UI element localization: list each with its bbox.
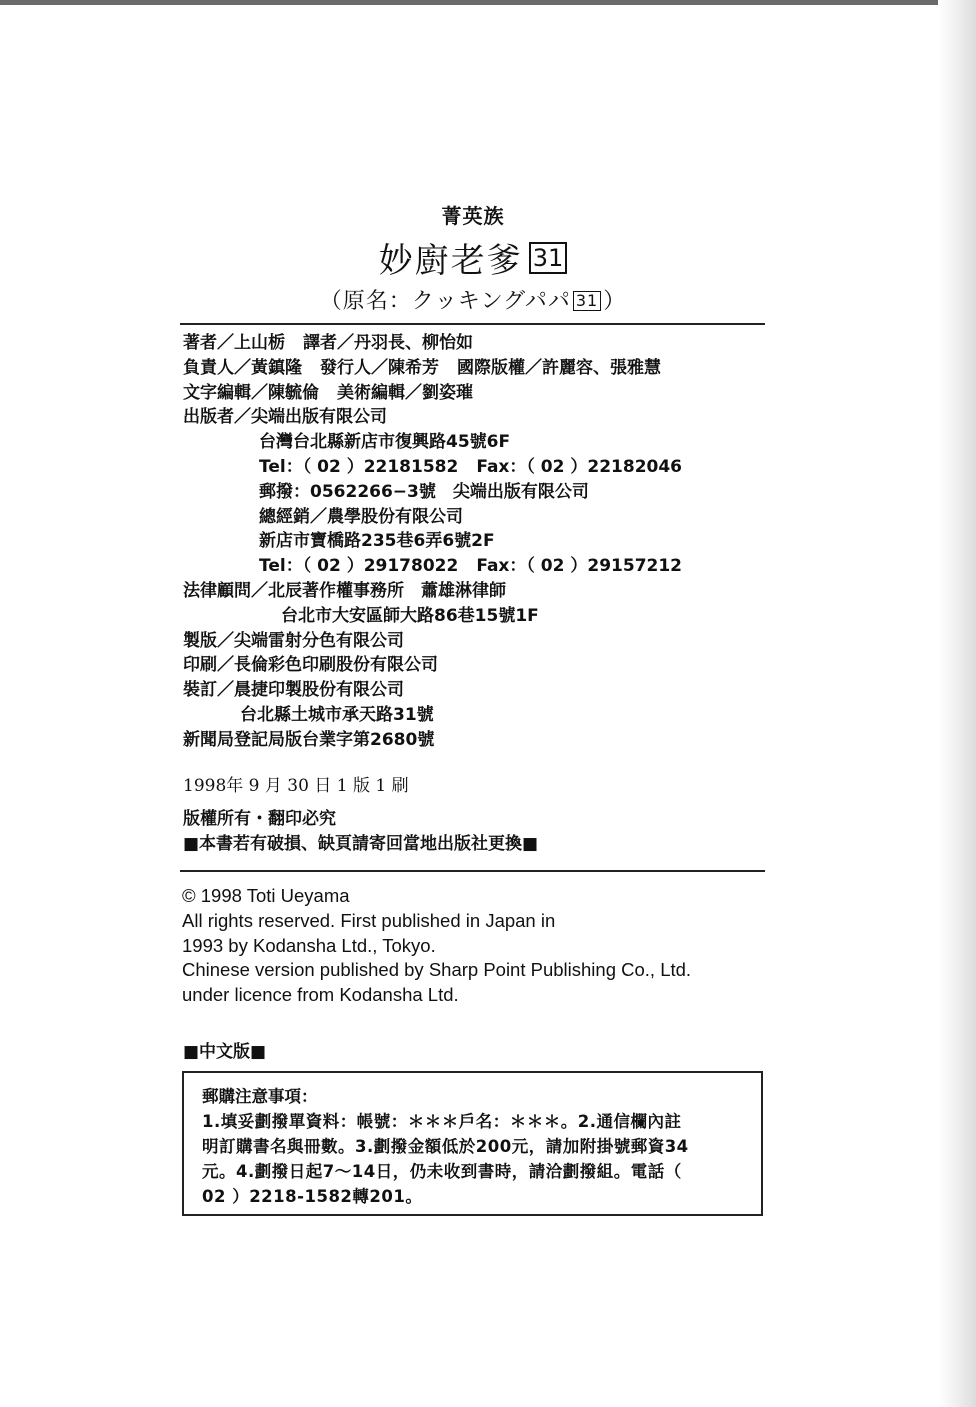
binding: 裝訂／晨捷印製股份有限公司 xyxy=(183,680,404,701)
english-line: under licence from Kodansha Ltd. xyxy=(182,984,459,1006)
art-editor: 美術編輯／劉姿璀 xyxy=(337,382,473,403)
translator: 譯者／丹羽長、柳怡如 xyxy=(303,333,473,353)
copyright-line: © 1998 Toti Ueyama xyxy=(182,885,350,906)
credit-line xyxy=(183,356,783,381)
credit-line xyxy=(183,331,783,356)
original-title-suffix: ） xyxy=(603,289,627,314)
distributor-phone-fax xyxy=(183,554,783,579)
publisher: 出版者／尖端出版有限公司 xyxy=(183,407,387,428)
distributor: 總經銷／農學股份有限公司 xyxy=(259,506,463,527)
notice-line: 元。4.劃撥日起7～14日，仍未收到書時，請洽劃撥組。電話（ xyxy=(202,1162,682,1181)
english-copyright-block xyxy=(182,884,691,1008)
notice-line: 1.填妥劃撥單資料：帳號：＊＊＊戶名：＊＊＊。2.通信欄內註 xyxy=(202,1112,682,1131)
publisher-fax: Fax：（ 02 ）22182046 xyxy=(476,456,683,477)
divider-top xyxy=(180,323,765,325)
mail-order-notice-box xyxy=(182,1071,763,1216)
responsible-person: 負責人／黃鎮隆 xyxy=(183,357,302,378)
replacement-notice: ■本書若有破損、缺頁請寄回當地出版社更換■ xyxy=(183,834,539,854)
legal-counsel: 法律顧問／北辰著作權事務所 蕭雄淋律師 xyxy=(183,580,506,601)
distributor-fax: Fax：（ 02 ）29157212 xyxy=(476,556,683,577)
publisher-phone-fax xyxy=(183,455,783,480)
international-rights: 國際版權／許麗容、張雅慧 xyxy=(457,357,661,378)
author: 著者／上山栃 xyxy=(183,333,285,353)
original-title xyxy=(0,287,946,317)
issuer: 發行人／陳希芳 xyxy=(320,357,439,378)
publisher-tel: Tel：（ 02 ）22181582 xyxy=(259,456,459,477)
notice-heading: 郵購注意事項： xyxy=(202,1087,318,1106)
publisher-address: 台灣台北縣新店市復興路45號6F xyxy=(259,432,511,453)
volume-number: 31 xyxy=(529,242,568,274)
plate-making: 製版／尖端雷射分色有限公司 xyxy=(183,630,404,651)
english-line: All rights reserved. First published in Japan in xyxy=(182,909,556,931)
rights-block xyxy=(183,807,538,857)
title-text: 妙廚老爹 xyxy=(378,241,523,281)
chinese-edition-label: ■中文版■ xyxy=(183,1042,267,1062)
divider-middle xyxy=(180,870,765,872)
credits-block xyxy=(183,331,783,753)
notice-line: 02 ）2218-1582轉201。 xyxy=(202,1187,423,1206)
top-edge xyxy=(0,0,976,5)
english-line: 1993 by Kodansha Ltd., Tokyo. xyxy=(182,934,436,956)
postal-account: 郵撥：0562266−3號 尖端出版有限公司 xyxy=(259,481,589,502)
original-volume-number: 31 xyxy=(573,291,601,311)
credit-line xyxy=(183,381,783,406)
english-line: Chinese version published by Sharp Point Publishing Co., Ltd. xyxy=(182,959,692,981)
printing: 印刷／長倫彩色印刷股份有限公司 xyxy=(183,655,438,676)
original-title-prefix: （原名：クッキングパパ xyxy=(319,289,571,314)
book-title xyxy=(0,238,946,284)
registration-number: 新聞局登記局版台業字第2680號 xyxy=(183,729,435,750)
distributor-address: 新店市寶橋路235巷6弄6號2F xyxy=(259,531,495,552)
binding-address: 台北縣土城市承天路31號 xyxy=(240,704,434,725)
legal-address: 台北市大安區師大路86巷15號1F xyxy=(281,605,539,626)
all-rights-reserved: 版權所有・翻印必究 xyxy=(183,809,336,829)
series-name: 菁英族 xyxy=(441,204,505,228)
notice-line: 明訂購書名與冊數。3.劃撥金額低於200元，請加附掛號郵資34 xyxy=(202,1137,689,1156)
text-editor: 文字編輯／陳毓倫 xyxy=(183,382,319,403)
publication-date: 1998年 9 月 30 日 1 版 1 刷 xyxy=(183,776,409,796)
notice-body xyxy=(202,1109,743,1209)
distributor-tel: Tel：（ 02 ）29178022 xyxy=(259,556,459,577)
